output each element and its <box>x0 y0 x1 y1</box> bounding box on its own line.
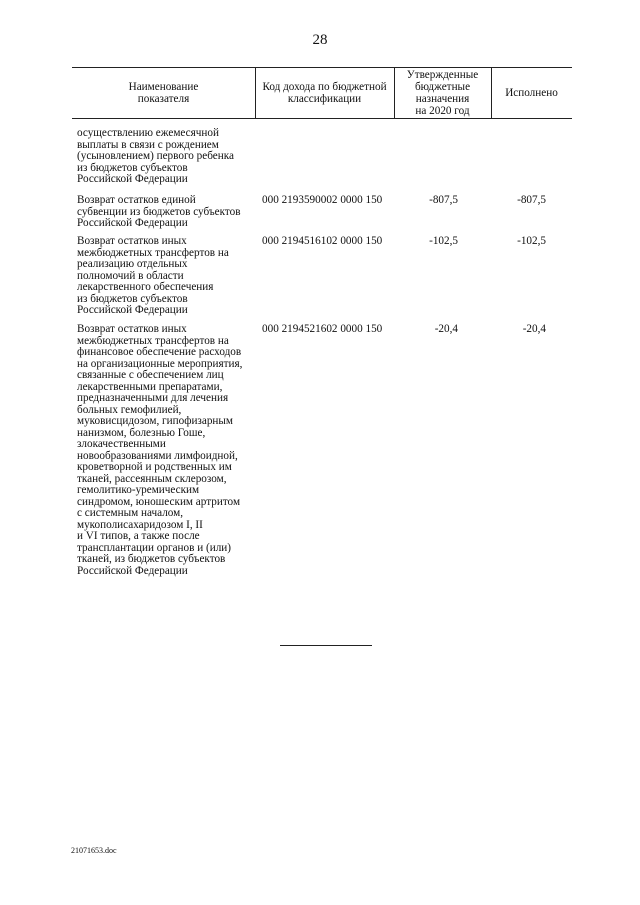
row-executed: -807,5 <box>517 194 546 206</box>
row-name: Возврат остатков иных межбюджетных трансфертов на реализацию отдельных полномочий в области лекарственного обеспечения из бюджетов субъектов Российской Федерации <box>77 235 229 316</box>
column-divider <box>255 68 256 118</box>
header-approved: Утвержденные бюджетные назначения на 2020 год <box>406 69 479 117</box>
header-name: Наименование показателя <box>128 81 199 105</box>
row-approved: -20,4 <box>434 323 458 335</box>
column-divider <box>491 68 492 118</box>
row-name: осуществлению ежемесячной выплаты в связи с рождением (усыновлением) первого ребенка из бюджетов субъектов Российской Федерации <box>77 127 234 185</box>
row-code: 000 2194521602 0000 150 <box>262 323 383 335</box>
row-name: Возврат остатков единой субвенции из бюджетов субъектов Российской Федерации <box>77 194 241 229</box>
header-code: Код дохода по бюджетной классификации <box>262 81 387 105</box>
row-executed: -102,5 <box>517 235 546 247</box>
row-code: 000 2194516102 0000 150 <box>262 235 383 247</box>
page-number: 28 <box>312 32 328 48</box>
end-rule <box>280 645 372 646</box>
footer-file-name: 21071653.doc <box>71 846 117 855</box>
header-executed: Исполнено <box>505 87 558 99</box>
column-divider <box>394 68 395 118</box>
row-approved: -807,5 <box>429 194 458 206</box>
table-header <box>72 67 572 119</box>
row-code: 000 2193590002 0000 150 <box>262 194 383 206</box>
row-approved: -102,5 <box>429 235 458 247</box>
row-name: Возврат остатков иных межбюджетных трансфертов на финансовое обеспечение расходов на организационные мероприятия, связанные с обеспечением лиц лекарственными препаратами, предназначенными для лечения больных гемофилией, муковисцидозом, гипофизарным нанизмом, болезнью Гоше, злокачественными новообразованиями лимфоидной, кроветворной и родственных им тканей, рассеянным склерозом, гемолитико-уремическим синдромом, юношеским артритом с системным началом, мукополисахаридозом I, II и VI типов, а также после трансплантации органов и (или) тканей, из бюджетов субъектов Российской Федерации <box>77 323 243 577</box>
row-executed: -20,4 <box>522 323 546 335</box>
